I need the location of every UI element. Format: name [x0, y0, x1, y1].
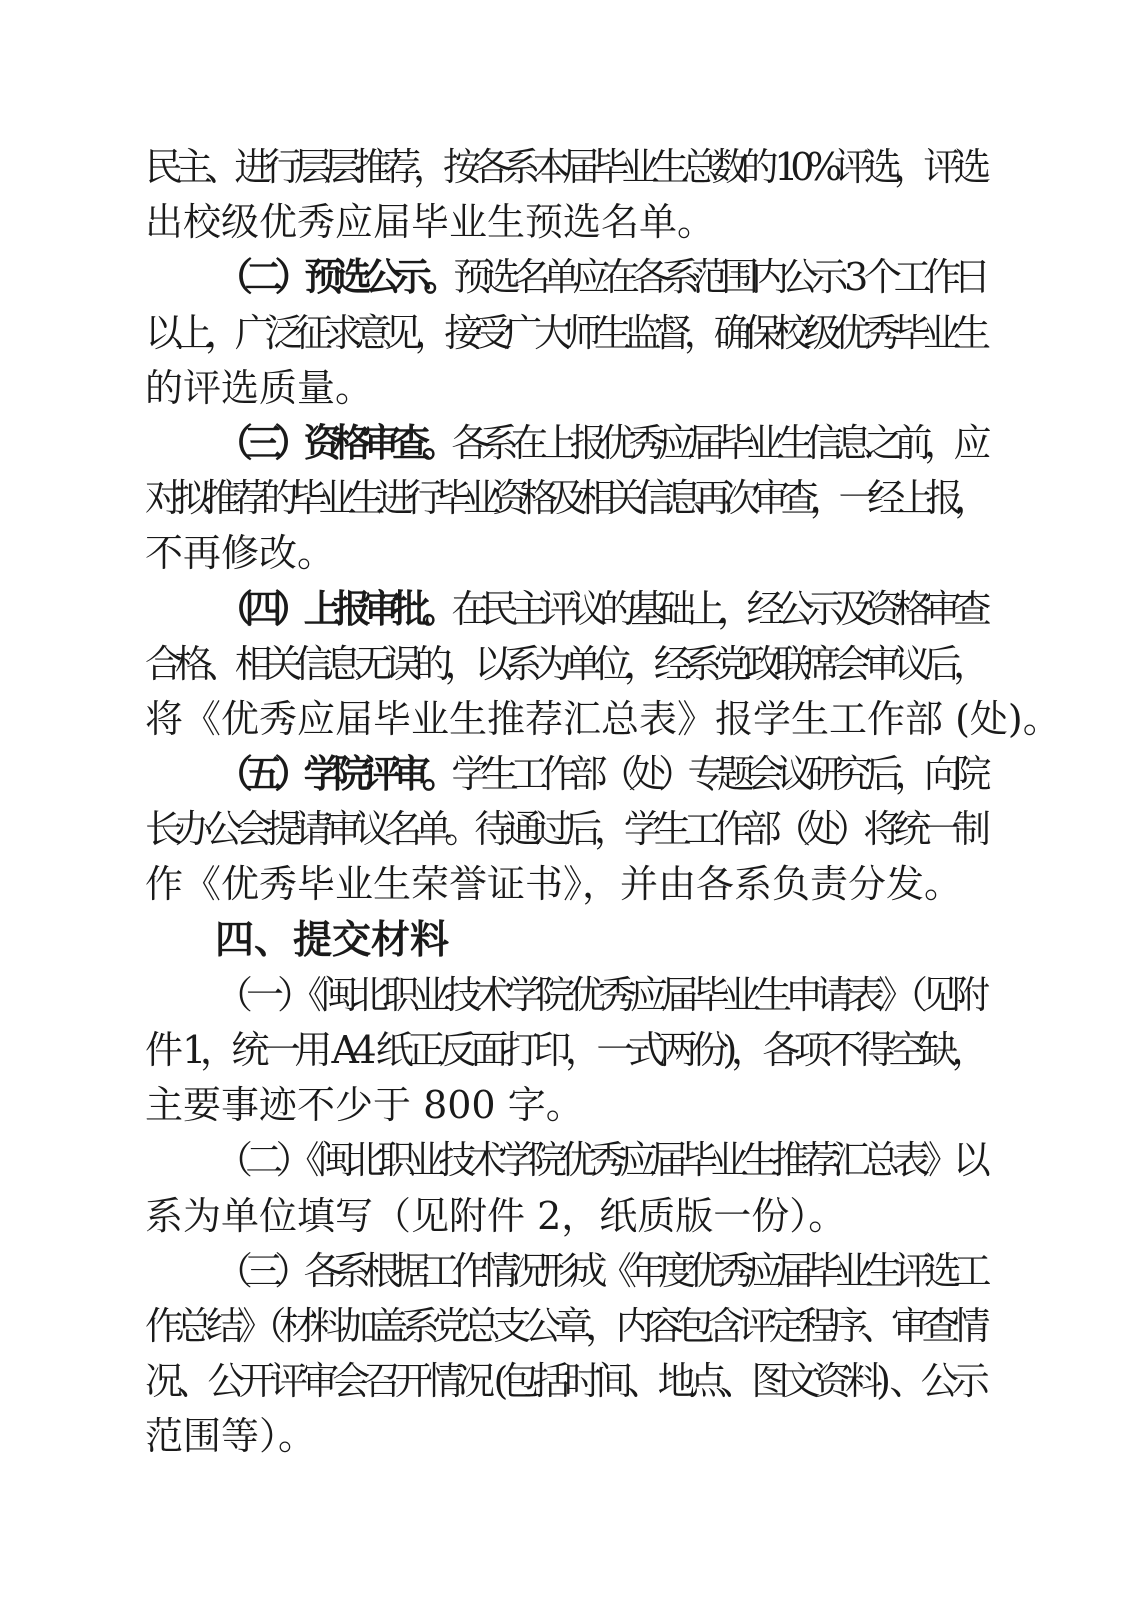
line-content — [145, 697, 1061, 741]
text-line — [145, 361, 983, 416]
text-segment: 民主、进行层层推荐，按各系本届毕业生总数的 10%评选，评选 — [145, 145, 983, 189]
text-segment: 况、公开评审会召开情况 (包括时间、地点、图文资料) 、公示 — [145, 1359, 983, 1404]
text-segment: 学生工作部（处）专题会议研究后，向院 — [451, 752, 983, 797]
text-line — [145, 802, 983, 857]
line-content — [145, 1304, 983, 1348]
line-content — [215, 752, 983, 796]
line-content — [215, 255, 983, 299]
text-line — [145, 692, 1061, 747]
text-segment: 系为单位填写（见附件 2，纸质版一份）。 — [145, 1193, 847, 1238]
text-segment: 范围等）。 — [145, 1414, 317, 1459]
text-segment: （一）《闽北职业技术学院优秀应届毕业生申请表》（见附 — [215, 972, 983, 1017]
line-content — [145, 862, 962, 906]
text-line — [145, 857, 983, 912]
line-content — [145, 311, 983, 355]
text-line — [145, 526, 983, 581]
text-segment: 长办公会提请审议名单。待通过后，学生工作部（处）将统一制 — [145, 807, 983, 852]
line-content — [215, 1138, 983, 1182]
section-heading — [145, 913, 983, 968]
text-line — [145, 471, 983, 526]
text-segment: 对拟推荐的毕业生进行毕业资格及相关信息再次审查，一经上报， — [145, 476, 983, 521]
line-content — [145, 476, 983, 520]
text-segment: 以上，广泛征求意见，接受广大师生监督，确保校级优秀毕业生 — [145, 310, 983, 355]
text-segment: 将《优秀应届毕业生推荐汇总表》报学生工作部 (处)。 — [145, 696, 1061, 741]
text-line — [145, 968, 983, 1023]
text-segment-bold: （五）学院评审。 — [215, 752, 452, 797]
text-segment: 作总结》（材料加盖系党总支公章，内容包含评定程序、审查情 — [145, 1303, 983, 1348]
text-line — [145, 1189, 983, 1244]
text-line — [145, 1354, 983, 1409]
text-segment-bold: （二）预选公示。 — [215, 255, 454, 300]
text-segment-bold: （三）资格审查。 — [215, 420, 452, 465]
line-content — [215, 421, 983, 465]
text-segment: 主要事迹不少于 800 字。 — [145, 1083, 584, 1128]
text-segment: 不再修改。 — [145, 531, 336, 576]
text-segment-bold: 四、提交材料 — [215, 917, 450, 963]
text-segment: 的评选质量。 — [145, 365, 374, 410]
text-line — [145, 1244, 983, 1299]
line-content — [145, 145, 983, 189]
line-content — [215, 587, 983, 631]
line-content — [145, 1359, 983, 1403]
text-segment: 合格、相关信息无误的，以系为单位，经系党政联席会审议后， — [145, 641, 983, 686]
line-content — [145, 1414, 316, 1458]
line-content — [145, 642, 983, 686]
text-line — [145, 582, 983, 637]
text-line — [145, 747, 983, 802]
text-segment: 出校级优秀应届毕业生预选名单。 — [145, 200, 716, 245]
text-line — [145, 637, 983, 692]
line-content — [215, 973, 983, 1017]
line-content — [145, 366, 373, 410]
text-line — [145, 416, 983, 471]
text-line — [145, 306, 983, 361]
text-segment: 作《优秀毕业生荣誉证书》，并由各系负责分发。 — [145, 862, 963, 907]
text-line — [145, 1299, 983, 1354]
text-line — [145, 250, 983, 305]
text-segment: 预选名单应在各系范围内公示 3 个工作日 — [453, 255, 983, 300]
line-content — [145, 531, 335, 575]
text-segment: 在民主评议的基础上，经公示及资格审查 — [451, 586, 983, 631]
line-content — [145, 807, 983, 851]
line-content — [145, 200, 715, 244]
text-line — [145, 1409, 983, 1464]
text-line — [145, 1133, 983, 1188]
text-segment-bold: （四）上报审批。 — [215, 586, 452, 631]
text-line — [145, 195, 983, 250]
text-line — [145, 1078, 983, 1133]
text-segment: （二）《闽北职业技术学院优秀应届毕业生推荐汇总表》以 — [215, 1138, 983, 1183]
line-content — [215, 918, 449, 963]
text-segment: 件 1，统一用 A4 纸正反面打印，一式两份)，各项不得空缺， — [145, 1028, 983, 1072]
line-content — [145, 1083, 584, 1127]
document-body — [145, 140, 1061, 1465]
line-content — [145, 1194, 846, 1238]
text-line — [145, 140, 983, 195]
line-content — [145, 1028, 983, 1072]
text-line — [145, 1023, 983, 1078]
line-content — [215, 1249, 983, 1293]
text-segment: （三）各系根据工作情况形成《年度优秀应届毕业生评选工 — [215, 1248, 983, 1293]
text-segment: 各系在上报优秀应届毕业生信息之前，应 — [451, 420, 983, 465]
